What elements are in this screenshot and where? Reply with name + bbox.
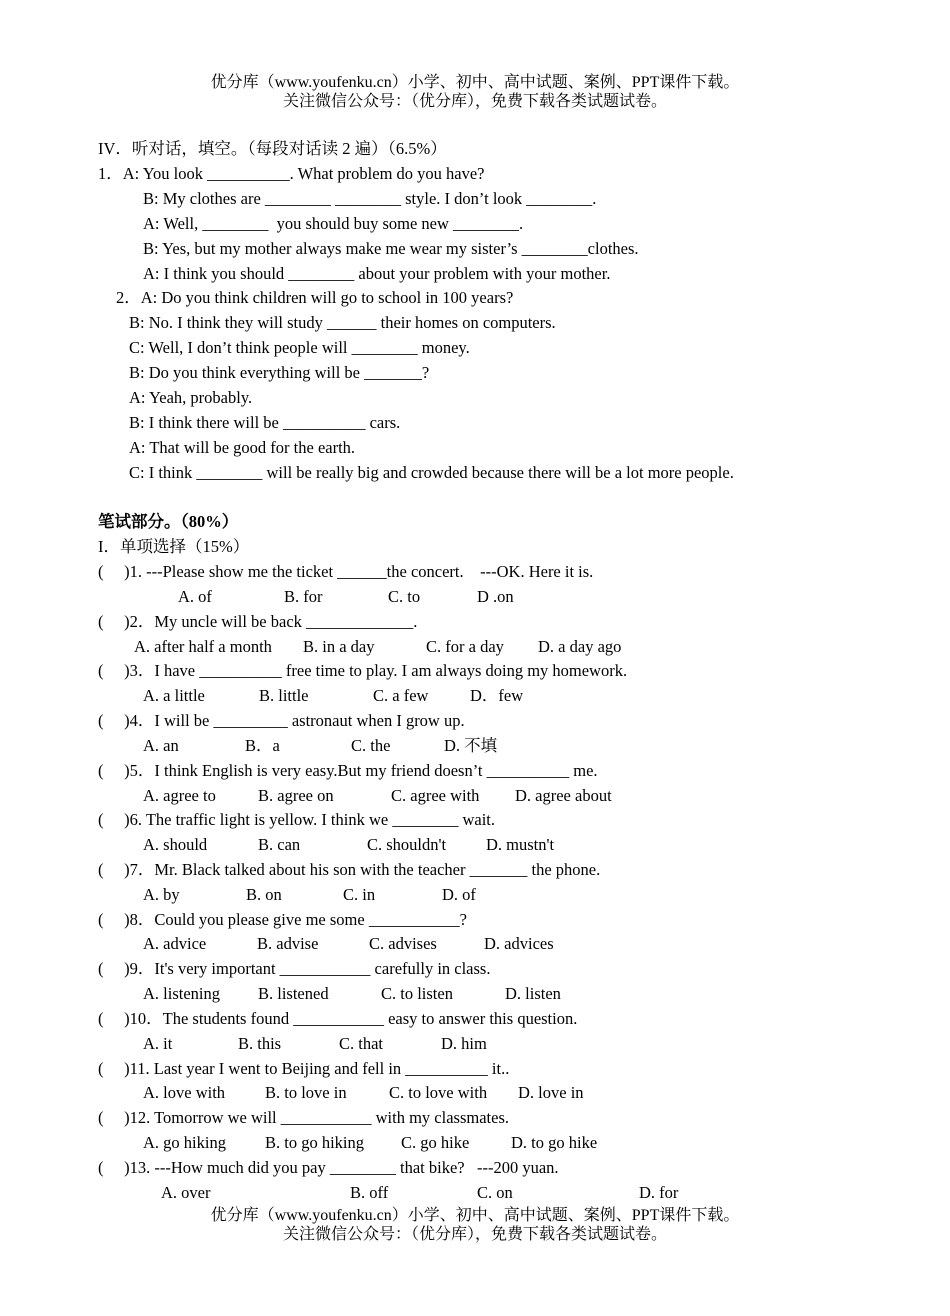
section-4-title: IV．听对话，填空。（每段对话读 2 遍）（6.5%） bbox=[98, 139, 447, 158]
dialogue-1-line: 1．A: You look __________. What problem do you have? bbox=[98, 164, 485, 183]
option: C. to bbox=[388, 587, 421, 606]
footer-line-2: 关注微信公众号：（优分库），免费下载各类试题试卷。 bbox=[282, 1226, 667, 1243]
dialogue-2-line: A: Yeah, probably. bbox=[129, 388, 253, 407]
option: A. an bbox=[143, 736, 179, 755]
question-13: ( )13. ---How much did you pay ________ that bike? ---200 yuan. bbox=[98, 1158, 559, 1177]
question-10: ( )10．The students found ___________ easy to answer this question. bbox=[98, 1009, 578, 1028]
option: D. mustn't bbox=[486, 835, 555, 854]
option: D. 不填 bbox=[444, 736, 498, 755]
option: D. listen bbox=[505, 984, 561, 1003]
option: B. off bbox=[350, 1183, 389, 1202]
question-4: ( )4．I will be _________ astronaut when I grow up. bbox=[98, 711, 465, 730]
dialogue-1-line: A: I think you should ________ about your problem with your mother. bbox=[143, 264, 611, 283]
option: A. a little bbox=[143, 686, 205, 705]
option: A. by bbox=[143, 885, 180, 904]
option: C. to listen bbox=[381, 984, 453, 1003]
option: A. of bbox=[178, 587, 212, 606]
dialogue-1-line: A: Well, ________ you should buy some new ________. bbox=[143, 214, 524, 233]
question-9: ( )9．It's very important ___________ carefully in class. bbox=[98, 959, 491, 978]
option: B. in a day bbox=[303, 637, 375, 656]
option: C. that bbox=[339, 1034, 383, 1053]
option: C. the bbox=[351, 736, 391, 755]
dialogue-2-line: C: I think ________ will be really big and crowded because there will be a lot more people. bbox=[129, 463, 734, 482]
option: B. listened bbox=[258, 984, 329, 1003]
option: B. agree on bbox=[258, 786, 334, 805]
header-line-2: 关注微信公众号：（优分库），免费下载各类试题试卷。 bbox=[282, 93, 667, 110]
option: A. advice bbox=[143, 934, 207, 953]
option: A. it bbox=[143, 1034, 173, 1053]
option: B. advise bbox=[257, 934, 319, 953]
option: B. to love in bbox=[265, 1083, 347, 1102]
option: C. for a day bbox=[426, 637, 504, 656]
option: A. over bbox=[161, 1183, 211, 1202]
written-part-title: 笔试部分。（80%） bbox=[98, 512, 239, 531]
option: D．few bbox=[470, 686, 524, 705]
dialogue-2-line: A: That will be good for the earth. bbox=[129, 438, 356, 457]
dialogue-2-line: B: I think there will be __________ cars. bbox=[129, 413, 401, 432]
option: A. listening bbox=[143, 984, 220, 1003]
dialogue-2-line: B: Do you think everything will be _______? bbox=[129, 363, 430, 382]
header-line-1: 优分库（www.youfenku.cn）小学、初中、高中试题、案例、PPT课件下载。 bbox=[210, 74, 740, 91]
option: D. him bbox=[441, 1034, 487, 1053]
question-6: ( )6. The traffic light is yellow. I think we ________ wait. bbox=[98, 810, 495, 829]
option: C. to love with bbox=[389, 1083, 488, 1102]
option: C. advises bbox=[369, 934, 437, 953]
option: C. agree with bbox=[391, 786, 480, 805]
option: B. can bbox=[258, 835, 301, 854]
question-11: ( )11. Last year I went to Beijing and fell in __________ it.. bbox=[98, 1059, 510, 1078]
question-3: ( )3．I have __________ free time to play. I am always doing my homework. bbox=[98, 661, 628, 680]
option: A. go hiking bbox=[143, 1133, 226, 1152]
option: B. on bbox=[246, 885, 282, 904]
question-5: ( )5．I think English is very easy.But my friend doesn’t __________ me. bbox=[98, 761, 598, 780]
question-8: ( )8．Could you please give me some ___________? bbox=[98, 910, 467, 929]
option: A. agree to bbox=[143, 786, 216, 805]
option: C. go hike bbox=[401, 1133, 470, 1152]
dialogue-1-line: B: My clothes are ________ ________ style. I don’t look ________. bbox=[143, 189, 597, 208]
option: D. advices bbox=[484, 934, 554, 953]
option: B. for bbox=[284, 587, 323, 606]
question-12: ( )12. Tomorrow we will ___________ with my classmates. bbox=[98, 1108, 509, 1127]
multiple-choice-title: I．单项选择（15%） bbox=[98, 537, 250, 556]
option: C. in bbox=[343, 885, 376, 904]
option: C. a few bbox=[373, 686, 429, 705]
option: B. little bbox=[259, 686, 309, 705]
footer-line-1: 优分库（www.youfenku.cn）小学、初中、高中试题、案例、PPT课件下载。 bbox=[210, 1207, 740, 1224]
option: A. after half a month bbox=[134, 637, 272, 656]
option: D .on bbox=[477, 587, 514, 606]
option: C. shouldn't bbox=[367, 835, 447, 854]
option: A. love with bbox=[143, 1083, 226, 1102]
dialogue-2-line: 2．A: Do you think children will go to school in 100 years? bbox=[116, 288, 514, 307]
option: A. should bbox=[143, 835, 208, 854]
option: B．a bbox=[245, 736, 280, 755]
question-2: ( )2．My uncle will be back _____________. bbox=[98, 612, 418, 631]
dialogue-1-line: B: Yes, but my mother always make me wear my sister’s ________clothes. bbox=[143, 239, 639, 258]
option: B. this bbox=[238, 1034, 282, 1053]
option: B. to go hiking bbox=[265, 1133, 365, 1152]
option: D. love in bbox=[518, 1083, 584, 1102]
option: D. to go hike bbox=[511, 1133, 598, 1152]
question-1: ( )1. ---Please show me the ticket ______the concert. ---OK. Here it is. bbox=[98, 562, 594, 581]
option: D. a day ago bbox=[538, 637, 622, 656]
option: C. on bbox=[477, 1183, 513, 1202]
dialogue-2-line: C: Well, I don’t think people will ________ money. bbox=[129, 338, 470, 357]
option: D. of bbox=[442, 885, 476, 904]
option: D. for bbox=[639, 1183, 679, 1202]
question-7: ( )7．Mr. Black talked about his son with the teacher _______ the phone. bbox=[98, 860, 601, 879]
option: D. agree about bbox=[515, 786, 612, 805]
dialogue-2-line: B: No. I think they will study ______ their homes on computers. bbox=[129, 313, 556, 332]
